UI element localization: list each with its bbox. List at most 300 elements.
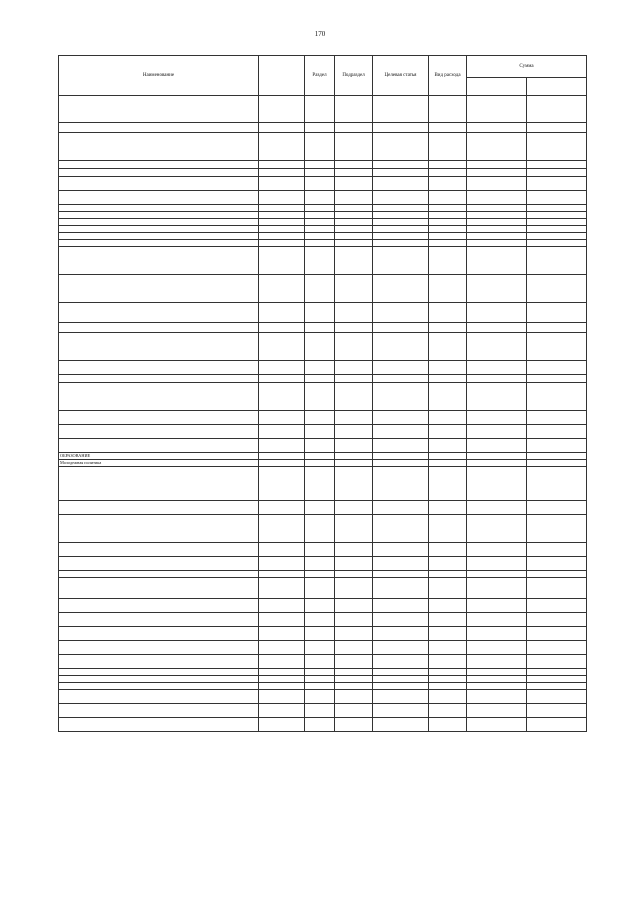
- cell-sum-year1: [467, 704, 527, 718]
- cell-sum-year2: [527, 323, 587, 333]
- cell-name: [59, 557, 259, 571]
- cell-subsection: [335, 613, 373, 627]
- cell-name: [59, 704, 259, 718]
- cell-sum-year2: [527, 718, 587, 732]
- cell-expense: [429, 219, 467, 226]
- cell-ministry: [259, 219, 305, 226]
- cell-target: [373, 501, 429, 515]
- cell-sum-year2: [527, 205, 587, 212]
- cell-name: [59, 177, 259, 191]
- cell-target: [373, 133, 429, 161]
- cell-ministry: [259, 191, 305, 205]
- cell-target: [373, 219, 429, 226]
- cell-expense: [429, 361, 467, 375]
- cell-target: [373, 205, 429, 212]
- table-row: [59, 669, 587, 676]
- cell-name: [59, 439, 259, 453]
- cell-sum-year1: [467, 690, 527, 704]
- cell-subsection: [335, 467, 373, 501]
- cell-section: [305, 212, 335, 219]
- cell-subsection: [335, 323, 373, 333]
- cell-sum-year1: [467, 375, 527, 383]
- cell-ministry: [259, 578, 305, 599]
- cell-sum-year1: [467, 169, 527, 177]
- cell-target: [373, 247, 429, 275]
- table-row: [59, 676, 587, 683]
- cell-name: [59, 169, 259, 177]
- cell-section: [305, 133, 335, 161]
- cell-ministry: [259, 411, 305, 425]
- cell-subsection: [335, 133, 373, 161]
- header-name: Наименование: [59, 56, 259, 96]
- cell-sum-year2: [527, 177, 587, 191]
- page-number: 170: [314, 30, 326, 38]
- cell-name: [59, 411, 259, 425]
- cell-target: [373, 96, 429, 123]
- cell-name: [59, 669, 259, 676]
- cell-ministry: [259, 543, 305, 557]
- cell-sum-year2: [527, 501, 587, 515]
- cell-expense: [429, 515, 467, 543]
- cell-name: [59, 275, 259, 303]
- cell-ministry: [259, 133, 305, 161]
- cell-expense: [429, 323, 467, 333]
- cell-subsection: [335, 191, 373, 205]
- cell-target: [373, 460, 429, 467]
- cell-sum-year1: [467, 226, 527, 233]
- cell-subsection: [335, 676, 373, 683]
- cell-sum-year2: [527, 240, 587, 247]
- table-row: [59, 233, 587, 240]
- cell-target: [373, 240, 429, 247]
- cell-section: [305, 177, 335, 191]
- cell-sum-year2: [527, 96, 587, 123]
- cell-sum-year1: [467, 233, 527, 240]
- table-row: [59, 627, 587, 641]
- cell-sum-year1: [467, 460, 527, 467]
- cell-expense: [429, 718, 467, 732]
- cell-ministry: [259, 669, 305, 676]
- cell-ministry: [259, 226, 305, 233]
- cell-sum-year1: [467, 676, 527, 683]
- cell-sum-year1: [467, 578, 527, 599]
- cell-section: [305, 655, 335, 669]
- cell-name: [59, 690, 259, 704]
- cell-ministry: [259, 169, 305, 177]
- cell-target: [373, 275, 429, 303]
- cell-ministry: [259, 205, 305, 212]
- cell-sum-year2: [527, 411, 587, 425]
- cell-ministry: [259, 676, 305, 683]
- cell-section: [305, 683, 335, 690]
- cell-sum-year1: [467, 123, 527, 133]
- cell-section: [305, 557, 335, 571]
- cell-expense: [429, 599, 467, 613]
- cell-subsection: [335, 683, 373, 690]
- cell-sum-year1: [467, 599, 527, 613]
- cell-name: [59, 133, 259, 161]
- cell-sum-year1: [467, 205, 527, 212]
- cell-section: [305, 543, 335, 557]
- cell-section: [305, 515, 335, 543]
- cell-ministry: [259, 333, 305, 361]
- cell-ministry: [259, 690, 305, 704]
- cell-expense: [429, 460, 467, 467]
- cell-subsection: [335, 383, 373, 411]
- header-year2: [527, 78, 587, 96]
- table-row: [59, 177, 587, 191]
- cell-sum-year1: [467, 669, 527, 676]
- cell-sum-year2: [527, 669, 587, 676]
- table-row: [59, 303, 587, 323]
- cell-target: [373, 323, 429, 333]
- cell-ministry: [259, 501, 305, 515]
- cell-sum-year2: [527, 375, 587, 383]
- table-row: [59, 501, 587, 515]
- header-expense: Вид расхода: [429, 56, 467, 96]
- cell-subsection: [335, 240, 373, 247]
- cell-target: [373, 578, 429, 599]
- cell-target: [373, 303, 429, 323]
- cell-section: [305, 333, 335, 361]
- table-row: [59, 247, 587, 275]
- cell-subsection: [335, 169, 373, 177]
- cell-subsection: [335, 361, 373, 375]
- cell-ministry: [259, 627, 305, 641]
- cell-sum-year1: [467, 439, 527, 453]
- cell-subsection: [335, 303, 373, 323]
- cell-sum-year2: [527, 467, 587, 501]
- cell-expense: [429, 627, 467, 641]
- cell-target: [373, 439, 429, 453]
- cell-sum-year1: [467, 453, 527, 460]
- cell-sum-year1: [467, 515, 527, 543]
- cell-sum-year2: [527, 460, 587, 467]
- cell-sum-year1: [467, 96, 527, 123]
- cell-section: [305, 205, 335, 212]
- table-row: [59, 467, 587, 501]
- cell-subsection: [335, 96, 373, 123]
- cell-sum-year1: [467, 425, 527, 439]
- cell-name: [59, 323, 259, 333]
- cell-subsection: [335, 501, 373, 515]
- cell-subsection: [335, 557, 373, 571]
- cell-name: [59, 96, 259, 123]
- cell-sum-year2: [527, 641, 587, 655]
- cell-subsection: [335, 460, 373, 467]
- cell-sum-year2: [527, 233, 587, 240]
- cell-subsection: [335, 219, 373, 226]
- cell-name: [59, 718, 259, 732]
- cell-target: [373, 383, 429, 411]
- cell-target: [373, 571, 429, 578]
- cell-name: [59, 599, 259, 613]
- cell-subsection: [335, 205, 373, 212]
- cell-expense: [429, 613, 467, 627]
- table-row: [59, 690, 587, 704]
- cell-expense: [429, 669, 467, 676]
- cell-sum-year1: [467, 177, 527, 191]
- cell-sum-year2: [527, 361, 587, 375]
- table-row: [59, 212, 587, 219]
- cell-sum-year2: [527, 226, 587, 233]
- cell-target: [373, 613, 429, 627]
- table-row: [59, 375, 587, 383]
- cell-target: [373, 233, 429, 240]
- cell-ministry: [259, 123, 305, 133]
- table-row: [59, 123, 587, 133]
- cell-sum-year1: [467, 613, 527, 627]
- cell-target: [373, 690, 429, 704]
- table-row: [59, 683, 587, 690]
- cell-subsection: [335, 411, 373, 425]
- cell-subsection: [335, 578, 373, 599]
- table-row: [59, 411, 587, 425]
- cell-expense: [429, 177, 467, 191]
- cell-name: ОБРАЗОВАНИЕ: [59, 453, 259, 460]
- cell-sum-year1: [467, 303, 527, 323]
- cell-section: [305, 247, 335, 275]
- cell-sum-year1: [467, 467, 527, 501]
- cell-sum-year1: [467, 501, 527, 515]
- cell-subsection: [335, 233, 373, 240]
- cell-sum-year1: [467, 683, 527, 690]
- cell-expense: [429, 655, 467, 669]
- cell-ministry: [259, 240, 305, 247]
- cell-subsection: [335, 453, 373, 460]
- cell-sum-year1: [467, 275, 527, 303]
- cell-name: [59, 212, 259, 219]
- cell-sum-year1: [467, 333, 527, 361]
- cell-ministry: [259, 704, 305, 718]
- cell-section: [305, 460, 335, 467]
- cell-section: [305, 233, 335, 240]
- cell-sum-year2: [527, 571, 587, 578]
- cell-sum-year2: [527, 425, 587, 439]
- cell-expense: [429, 333, 467, 361]
- cell-section: [305, 676, 335, 683]
- cell-subsection: [335, 275, 373, 303]
- cell-section: [305, 191, 335, 205]
- cell-subsection: [335, 571, 373, 578]
- table-row: [59, 718, 587, 732]
- cell-section: [305, 361, 335, 375]
- cell-subsection: [335, 123, 373, 133]
- cell-section: [305, 219, 335, 226]
- cell-ministry: [259, 655, 305, 669]
- cell-section: [305, 411, 335, 425]
- table-row: [59, 453, 587, 460]
- cell-section: [305, 375, 335, 383]
- cell-subsection: [335, 641, 373, 655]
- cell-section: [305, 303, 335, 323]
- cell-sum-year2: [527, 515, 587, 543]
- cell-target: [373, 627, 429, 641]
- cell-sum-year2: [527, 275, 587, 303]
- cell-sum-year1: [467, 655, 527, 669]
- table-row: [59, 515, 587, 543]
- cell-name: [59, 501, 259, 515]
- table-row: [59, 460, 587, 467]
- cell-expense: [429, 467, 467, 501]
- cell-ministry: [259, 683, 305, 690]
- cell-sum-year2: [527, 690, 587, 704]
- cell-target: [373, 161, 429, 169]
- cell-subsection: [335, 247, 373, 275]
- cell-ministry: [259, 460, 305, 467]
- cell-target: [373, 676, 429, 683]
- cell-ministry: [259, 557, 305, 571]
- cell-expense: [429, 543, 467, 557]
- cell-expense: [429, 375, 467, 383]
- cell-sum-year2: [527, 133, 587, 161]
- cell-target: [373, 683, 429, 690]
- cell-sum-year2: [527, 704, 587, 718]
- cell-ministry: [259, 161, 305, 169]
- cell-expense: [429, 557, 467, 571]
- header-target: Целевая статья: [373, 56, 429, 96]
- cell-sum-year1: [467, 212, 527, 219]
- cell-target: [373, 226, 429, 233]
- cell-sum-year1: [467, 557, 527, 571]
- cell-expense: [429, 704, 467, 718]
- cell-expense: [429, 212, 467, 219]
- cell-subsection: [335, 543, 373, 557]
- cell-expense: [429, 578, 467, 599]
- table-row: [59, 205, 587, 212]
- cell-section: [305, 383, 335, 411]
- cell-subsection: [335, 599, 373, 613]
- cell-sum-year2: [527, 219, 587, 226]
- cell-sum-year2: [527, 439, 587, 453]
- cell-sum-year1: [467, 219, 527, 226]
- cell-ministry: [259, 361, 305, 375]
- cell-section: [305, 453, 335, 460]
- cell-expense: [429, 641, 467, 655]
- cell-section: [305, 323, 335, 333]
- cell-subsection: [335, 226, 373, 233]
- table-row: [59, 161, 587, 169]
- cell-expense: [429, 501, 467, 515]
- cell-name: [59, 205, 259, 212]
- cell-sum-year2: [527, 655, 587, 669]
- table-row: [59, 240, 587, 247]
- cell-subsection: [335, 718, 373, 732]
- cell-expense: [429, 453, 467, 460]
- cell-expense: [429, 133, 467, 161]
- cell-target: [373, 718, 429, 732]
- cell-name: Молодежная политика: [59, 460, 259, 467]
- cell-ministry: [259, 247, 305, 275]
- table-row: [59, 613, 587, 627]
- cell-section: [305, 599, 335, 613]
- cell-sum-year2: [527, 123, 587, 133]
- cell-subsection: [335, 690, 373, 704]
- cell-subsection: [335, 627, 373, 641]
- cell-target: [373, 641, 429, 655]
- header-ministry: [259, 56, 305, 96]
- cell-name: [59, 375, 259, 383]
- cell-ministry: [259, 303, 305, 323]
- cell-subsection: [335, 375, 373, 383]
- table-row: [59, 655, 587, 669]
- cell-sum-year1: [467, 543, 527, 557]
- cell-expense: [429, 303, 467, 323]
- cell-section: [305, 578, 335, 599]
- table-row: [59, 543, 587, 557]
- cell-expense: [429, 425, 467, 439]
- table-row: [59, 425, 587, 439]
- cell-name: [59, 613, 259, 627]
- cell-target: [373, 411, 429, 425]
- table-row: [59, 578, 587, 599]
- cell-sum-year2: [527, 161, 587, 169]
- cell-name: [59, 655, 259, 669]
- table-row: [59, 275, 587, 303]
- cell-sum-year1: [467, 571, 527, 578]
- cell-sum-year1: [467, 133, 527, 161]
- cell-subsection: [335, 333, 373, 361]
- cell-expense: [429, 161, 467, 169]
- cell-target: [373, 333, 429, 361]
- cell-section: [305, 669, 335, 676]
- cell-sum-year1: [467, 641, 527, 655]
- cell-target: [373, 467, 429, 501]
- table-row: [59, 169, 587, 177]
- table-row: [59, 133, 587, 161]
- cell-expense: [429, 690, 467, 704]
- table-row: [59, 571, 587, 578]
- cell-name: [59, 233, 259, 240]
- cell-target: [373, 655, 429, 669]
- cell-expense: [429, 96, 467, 123]
- cell-sum-year1: [467, 161, 527, 169]
- cell-target: [373, 599, 429, 613]
- cell-expense: [429, 571, 467, 578]
- cell-ministry: [259, 212, 305, 219]
- cell-name: [59, 425, 259, 439]
- cell-expense: [429, 275, 467, 303]
- table-row: [59, 219, 587, 226]
- cell-expense: [429, 123, 467, 133]
- cell-name: [59, 467, 259, 501]
- cell-section: [305, 704, 335, 718]
- cell-target: [373, 453, 429, 460]
- cell-sum-year2: [527, 543, 587, 557]
- cell-sum-year1: [467, 411, 527, 425]
- cell-sum-year2: [527, 383, 587, 411]
- cell-sum-year2: [527, 683, 587, 690]
- cell-subsection: [335, 704, 373, 718]
- cell-ministry: [259, 96, 305, 123]
- cell-ministry: [259, 439, 305, 453]
- table-row: [59, 191, 587, 205]
- cell-target: [373, 515, 429, 543]
- cell-section: [305, 613, 335, 627]
- cell-sum-year1: [467, 361, 527, 375]
- cell-ministry: [259, 425, 305, 439]
- cell-name: [59, 303, 259, 323]
- cell-name: [59, 240, 259, 247]
- cell-sum-year1: [467, 240, 527, 247]
- cell-section: [305, 161, 335, 169]
- table-row: [59, 333, 587, 361]
- cell-section: [305, 627, 335, 641]
- cell-section: [305, 467, 335, 501]
- cell-expense: [429, 240, 467, 247]
- cell-name: [59, 571, 259, 578]
- cell-subsection: [335, 212, 373, 219]
